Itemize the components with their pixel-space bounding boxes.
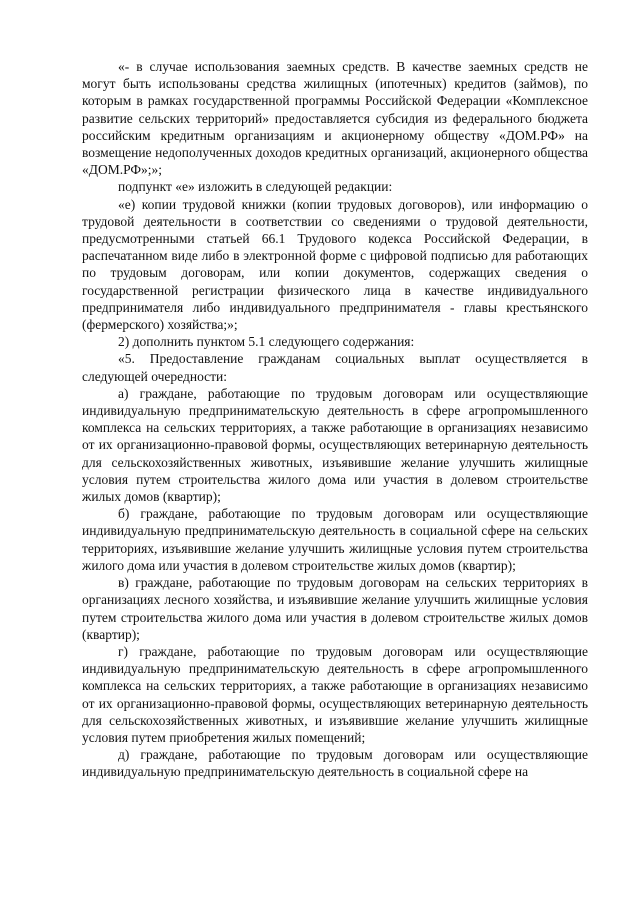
paragraph-item-d: д) граждане, работающие по трудовым договорам или осуществляющие индивидуальную предпринимательскую деятельность в социальной сфере на xyxy=(82,747,588,780)
paragraph-item-g: г) граждане, работающие по трудовым договорам или осуществляющие индивидуальную предпринимательскую деятельность в сфере агропромышленного комплекса на сельских территориях, а также работающие в организациях независимо от их организационно-правовой формы, осуществляющих ветеринарную деятельность для сельскохозяйственных животных, и изъявившие желание улучшить жилищные условия путем приобретения жилых помещений; xyxy=(82,643,588,745)
paragraph-item-5: «5. Предоставление гражданам социальных выплат осуществляется в следующей очередности: xyxy=(82,351,588,384)
paragraph-subitem-e: «е) копии трудовой книжки (копии трудовых договоров), или информацию о трудовой деятельности в соответствии со сведениями о трудовой деятельности, предусмотренными статьей 66.1 Трудового кодекса Российской Федерации, в распечатанном виде либо в электронной форме с цифровой подписью для работающих по трудовым договорам, или копии документов, содержащих сведения о государственной регистрации физического лица в качестве индивидуального предпринимателя либо индивидуального предпринимателя - главы крестьянского (фермерского) хозяйства;»; xyxy=(82,196,588,333)
paragraph-item-b: б) граждане, работающие по трудовым договорам или осуществляющие индивидуальную предпринимательскую деятельность в социальной сфере на сельских территориях, изъявившие желание улучшить жилищные условия путем строительства жилого дома или участия в долевом строительстве жилых домов (квартир); xyxy=(82,506,588,573)
paragraph-subitem-e-intro: подпункт «е» изложить в следующей редакции: xyxy=(118,179,393,195)
paragraph-item-v: в) граждане, работающие по трудовым договорам на сельских территориях в организациях лесного хозяйства, и изъявившие желание улучшить жилищные условия путем строительства жилого дома или участия в долевом строительстве жилых домов (квартир); xyxy=(82,575,588,642)
paragraph-borrowed-funds: «- в случае использования заемных средств. В качестве заемных средств не могут быть использованы средства жилищных (ипотечных) кредитов (займов), по которым в рамках государственной программы Российской Федерации «Комплексное развитие сельских территорий» предоставляется субсидия из федерального бюджета российским кредитным организациям и акционерному обществу «ДОМ.РФ» на возмещение недополученных доходов кредитных организаций, акционерного общества «ДОМ.РФ»;»; xyxy=(82,59,588,178)
document-page xyxy=(82,58,588,781)
paragraph-item-5-1-intro: 2) дополнить пунктом 5.1 следующего содержания: xyxy=(118,334,415,350)
paragraph-item-a: а) граждане, работающие по трудовым договорам или осуществляющие индивидуальную предпринимательскую деятельность в сфере агропромышленного комплекса на сельских территориях, а также работающие в организациях независимо от их организационно-правовой формы, осуществляющих ветеринарную деятельность для сельскохозяйственных животных, изъявившие желание улучшить жилищные условия путем строительства жилого дома или участия в долевом строительстве жилых домов (квартир); xyxy=(82,385,588,505)
